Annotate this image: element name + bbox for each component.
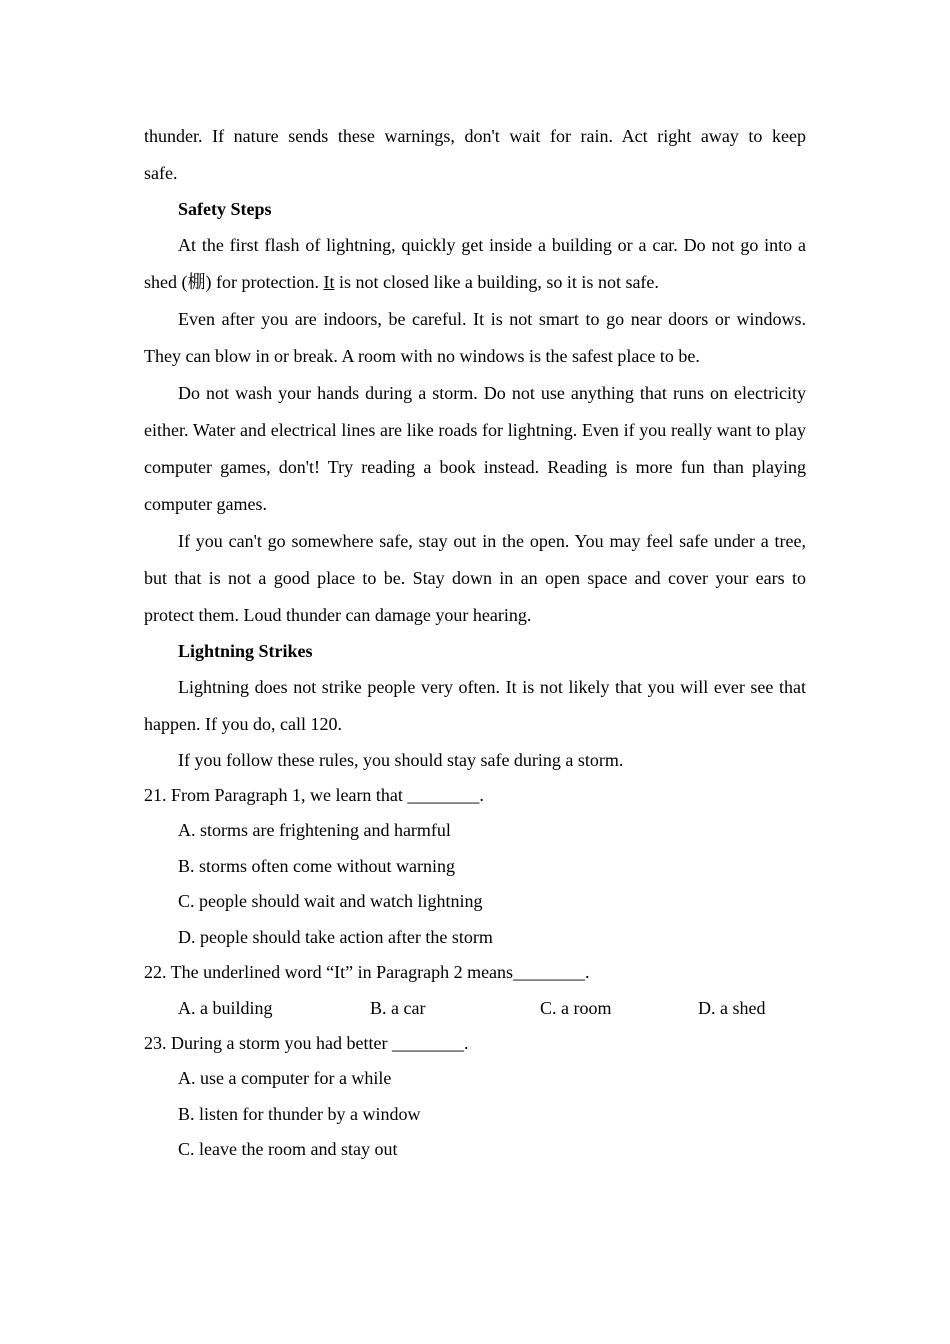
option-a: A. use a computer for a while: [178, 1068, 392, 1088]
option-c: C. a room: [540, 998, 612, 1018]
option-d: D. people should take action after the storm: [178, 926, 493, 947]
paragraph-4: Do not wash your hands during a storm. Do not use anything that runs on electricity either. Water and electrical lines are like roads for lightning. Even if you really want to play computer games, don't! Try reading a book instead. Reading is more fun than playing computer games.: [144, 383, 806, 514]
options-row: [144, 990, 806, 1026]
option-b: B. listen for thunder by a window: [178, 1103, 421, 1124]
question-stem: 23. During a storm you had better ________.: [144, 1033, 469, 1053]
paragraph-3: Even after you are indoors, be careful. It is not smart to go near doors or windows. They can blow in or break. A room with no windows is the safest place to be.: [144, 309, 806, 366]
option-b: B. a car: [370, 998, 426, 1018]
question-22: [144, 955, 806, 1026]
section-heading-lightning-strikes: Lightning Strikes: [178, 641, 313, 661]
paragraph-text: is not closed like a building, so it is not safe.: [334, 272, 659, 292]
underlined-word: It: [323, 272, 335, 292]
paragraph-6: Lightning does not strike people very often. It is not likely that you will ever see that happen. If you do, call 120.: [144, 677, 806, 734]
option-d: D. a shed: [698, 998, 766, 1018]
option-b: B. storms often come without warning: [178, 855, 455, 876]
paragraph-line: thunder. If nature sends these warnings, don't wait for rain. Act right away to keep: [144, 126, 806, 146]
paragraph-7: If you follow these rules, you should stay safe during a storm.: [178, 750, 624, 770]
document-page: [144, 118, 806, 1168]
question-stem: 22. The underlined word “It” in Paragraph 2 means________.: [144, 962, 590, 982]
option-a: A. storms are frightening and harmful: [178, 820, 451, 840]
option-c: C. people should wait and watch lightning: [178, 891, 483, 911]
section-heading-safety-steps: Safety Steps: [178, 199, 272, 219]
question-stem: 21. From Paragraph 1, we learn that ________.: [144, 785, 484, 805]
paragraph-line: safe.: [144, 163, 178, 183]
option-a: A. a building: [178, 998, 273, 1018]
paragraph-5: If you can't go somewhere safe, stay out in the open. You may feel safe under a tree, but that is not a good place to be. Stay down in an open space and cover your ears to protect them. Loud thunder can damage your hearing.: [144, 531, 806, 625]
paragraph-2: [144, 227, 806, 301]
question-21: [144, 778, 806, 955]
paragraph-text: At the first flash of lightning, quickly get inside a building or a car. Do not go into a shed (棚) for protection.: [144, 235, 806, 292]
question-23: [144, 1026, 806, 1168]
option-c: C. leave the room and stay out: [178, 1139, 398, 1159]
paragraph-continued: [144, 118, 806, 192]
